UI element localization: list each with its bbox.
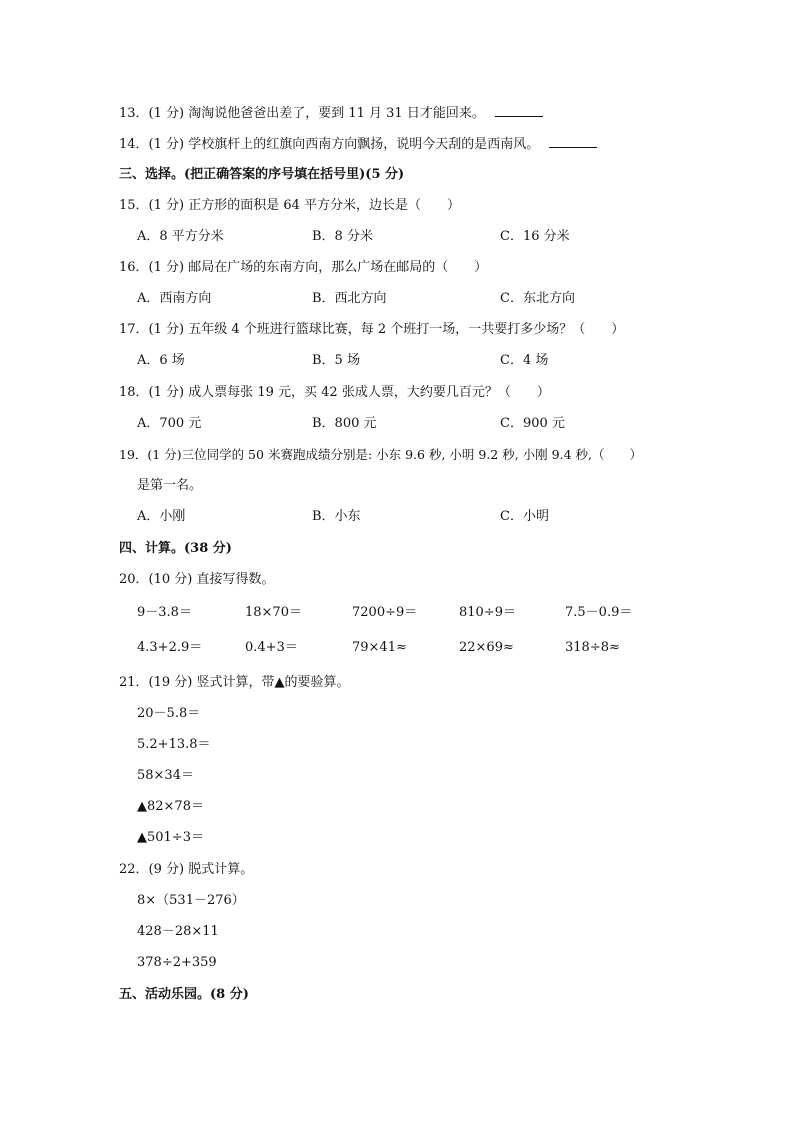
section-5-title: 五、活动乐园。(8 分) [119,987,249,1002]
stepwise-calc-2: 428－28×11 [137,924,219,939]
answer-blank-14[interactable] [549,135,597,148]
question-19-text-continued: 是第一名。 [137,478,203,493]
stepwise-calc-1: 8×（531－276） [137,893,245,908]
question-17-option-a[interactable]: A．6 场 [137,353,185,368]
question-19-option-b[interactable]: B．小东 [312,509,361,524]
section-4-title: 四、计算。(38 分) [119,541,232,556]
question-21-text: 21．(19 分) 竖式计算，带▲的要验算。 [119,675,350,690]
vertical-calc-2: 5.2+13.8＝ [137,737,211,752]
question-17-option-b[interactable]: B．5 场 [312,353,360,368]
question-22-text: 22．(9 分) 脱式计算。 [119,862,254,877]
question-15-option-a[interactable]: A．8 平方分米 [137,229,224,244]
question-15-option-b[interactable]: B．8 分米 [312,229,373,244]
oral-calc-2-4: 22×69≈ [459,640,514,655]
vertical-calc-3: 58×34＝ [137,768,194,783]
question-16-option-c[interactable]: C．东北方向 [500,291,575,306]
question-18-text: 18．(1 分) 成人票每张 19 元，买 42 张成人票，大约要几百元？（ ） [119,385,550,400]
question-19-option-c[interactable]: C．小明 [500,509,549,524]
oral-calc-1-1: 9－3.8＝ [137,605,192,620]
oral-calc-1-5: 7.5－0.9＝ [565,605,633,620]
question-16-option-a[interactable]: A．西南方向 [137,291,212,306]
question-19-option-a[interactable]: A．小刚 [137,509,186,524]
question-17-text: 17．(1 分) 五年级 4 个班进行篮球比赛，每 2 个班打一场，一共要打多少场？（ ） [119,322,625,337]
oral-calc-1-3: 7200÷9＝ [352,605,418,620]
oral-calc-1-4: 810÷9＝ [459,605,516,620]
vertical-calc-1: 20－5.8＝ [137,706,201,721]
question-15-text: 15．(1 分) 正方形的面积是 64 平方分米，边长是（ ） [119,198,461,213]
oral-calc-2-3: 79×41≈ [352,640,407,655]
question-13-text: 13．(1 分) 淘淘说他爸爸出差了，要到 11 月 31 日才能回来。 [119,106,485,121]
answer-blank-13[interactable] [495,104,543,117]
stepwise-calc-3: 378÷2+359 [137,955,217,970]
question-16-text: 16．(1 分) 邮局在广场的东南方向，那么广场在邮局的（ ） [119,260,488,275]
question-20-text: 20．(10 分) 直接写得数。 [119,572,275,587]
question-18-option-a[interactable]: A．700 元 [137,416,202,431]
question-18-option-c[interactable]: C．900 元 [500,416,565,431]
vertical-calc-5: ▲501÷3＝ [137,830,204,845]
question-16-option-b[interactable]: B．西北方向 [312,291,387,306]
question-13 [119,104,543,123]
question-15-option-c[interactable]: C．16 分米 [500,229,570,244]
question-19-text: 19．(1 分)三位同学的 50 米赛跑成绩分别是: 小东 9.6 秒, 小明 9.2 秒, 小刚 9.4 秒,（ ） [119,447,642,462]
question-14-text: 14．(1 分) 学校旗杆上的红旗向西南方向飘扬，说明今天刮的是西南风。 [119,137,540,152]
oral-calc-1-2: 18×70＝ [245,605,302,620]
oral-calc-2-2: 0.4+3＝ [245,640,298,655]
section-3-title: 三、选择。(把正确答案的序号填在括号里)(5 分) [119,167,405,182]
oral-calc-2-5: 318÷8≈ [565,640,620,655]
question-14 [119,135,597,154]
vertical-calc-4: ▲82×78＝ [137,799,204,814]
question-17-option-c[interactable]: C．4 场 [500,353,549,368]
question-18-option-b[interactable]: B．800 元 [312,416,377,431]
oral-calc-2-1: 4.3+2.9＝ [137,640,203,655]
